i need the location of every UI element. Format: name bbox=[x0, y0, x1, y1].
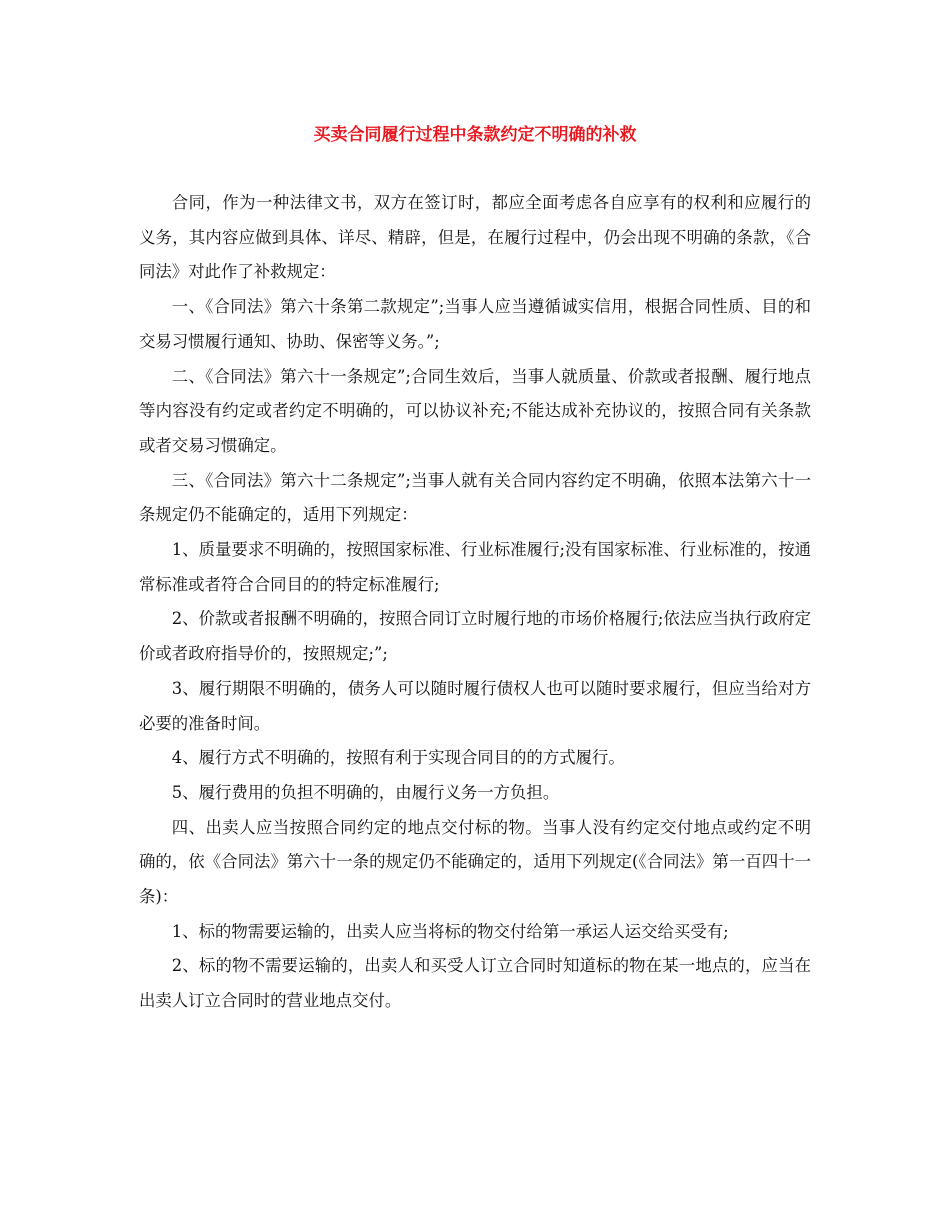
paragraph-article-61: 二、《合同法》第六十一条规定”;合同生效后，当事人就质量、价款或者报酬、履行地点等内容没有约定或者约定不明确的，可以协议补充;不能达成补充协议的，按照合同有关条款或者交易习惯确定。 bbox=[139, 366, 811, 455]
paragraph-article-62: 三、《合同法》第六十二条规定”;当事人就有关合同内容约定不明确，依照本法第六十一条规定仍不能确定的，适用下列规定： bbox=[139, 470, 811, 525]
paragraph-intro: 合同，作为一种法律文书，双方在签订时，都应全面考虑各自应享有的权利和应履行的义务，其内容应做到具体、详尽、精辟，但是，在履行过程中，仍会出现不明确的条款，《合同法》对此作了补救规定： bbox=[139, 193, 811, 282]
paragraph-item-price: 2、价款或者报酬不明确的，按照合同订立时履行地的市场价格履行;依法应当执行政府定价或者政府指导价的，按照规定;”; bbox=[139, 609, 811, 664]
paragraph-item-quality: 1、质量要求不明确的，按照国家标准、行业标准履行;没有国家标准、行业标准的，按通常标准或者符合合同目的的特定标准履行; bbox=[139, 540, 811, 594]
document-title: 买卖合同履行过程中条款约定不明确的补救 bbox=[313, 125, 637, 145]
paragraph-item-cost: 5、履行费用的负担不明确的，由履行义务一方负担。 bbox=[171, 782, 560, 802]
paragraph-delivery-no-transport: 2、标的物不需要运输的，出卖人和买受人订立合同时知道标的物在某一地点的，应当在出卖人订立合同时的营业地点交付。 bbox=[139, 956, 811, 1011]
paragraph-item-deadline: 3、履行期限不明确的，债务人可以随时履行债权人也可以随时要求履行，但应当给对方必要的准备时间。 bbox=[139, 678, 811, 733]
paragraph-delivery-place: 四、出卖人应当按照合同约定的地点交付标的物。当事人没有约定交付地点或约定不明确的，依《合同法》第六十一条的规定仍不能确定的，适用下列规定(《合同法》第一百四十一条)： bbox=[139, 817, 811, 907]
paragraph-item-method: 4、履行方式不明确的，按照有利于实现合同目的的方式履行。 bbox=[171, 748, 625, 768]
paragraph-article-60: 一、《合同法》第六十条第二款规定”;当事人应当遵循诚实信用，根据合同性质、目的和交易习惯履行通知、协助、保密等义务。”; bbox=[139, 297, 811, 351]
paragraph-delivery-transport: 1、标的物需要运输的，出卖人应当将标的物交付给第一承运人运交给买受有; bbox=[171, 921, 729, 941]
document-body bbox=[139, 186, 811, 1019]
